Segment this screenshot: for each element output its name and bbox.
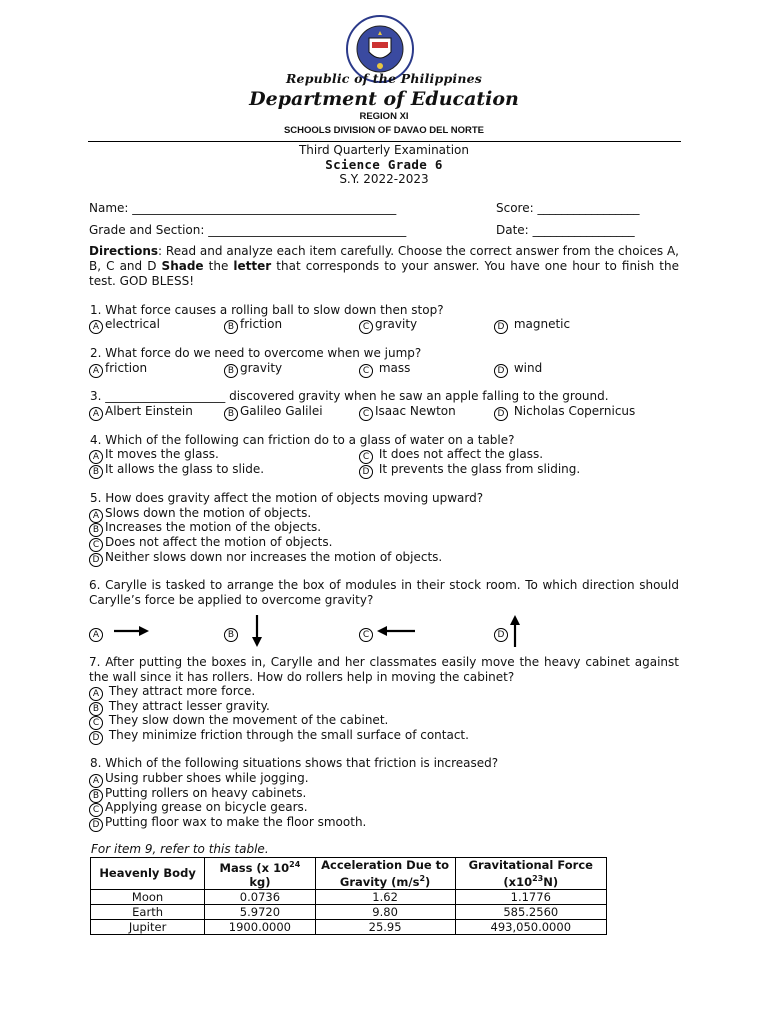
table-row: Jupiter 1900.0000 25.95 493,050.0000: [91, 919, 607, 934]
table-row: Earth 5.9720 9.80 585.2560: [91, 904, 607, 919]
choice-bubble-b[interactable]: B: [224, 364, 238, 378]
choice-bubble-d[interactable]: D: [494, 628, 508, 642]
name-line[interactable]: ____________________________________________: [132, 201, 397, 215]
choice-bubble-b[interactable]: B: [89, 523, 103, 537]
q2-option-a[interactable]: A friction: [89, 361, 147, 378]
question-3: 3. ____________________ discovered gravity when he saw an apple falling to the ground.: [90, 389, 609, 403]
choice-bubble-b[interactable]: B: [89, 702, 103, 716]
choice-bubble-b[interactable]: B: [89, 789, 103, 803]
q8-option-c[interactable]: C Applying grease on bicycle gears.: [89, 800, 308, 817]
choice-bubble-d[interactable]: D: [494, 364, 508, 378]
q3-option-b[interactable]: B Galileo Galilei: [224, 404, 323, 421]
division-heading: SCHOOLS DIVISION OF DAVAO DEL NORTE: [283, 125, 485, 136]
choice-bubble-b[interactable]: B: [224, 407, 238, 421]
choice-bubble-c[interactable]: C: [89, 716, 103, 730]
q4-option-b[interactable]: B It allows the glass to slide.: [89, 462, 264, 479]
choice-bubble-c[interactable]: C: [89, 538, 103, 552]
col-mass: Mass (x $10^{24}$ kg): [205, 858, 316, 890]
name-label: Name:: [89, 201, 129, 215]
school-year: S.Y. 2022-2023: [339, 172, 429, 186]
choice-bubble-a[interactable]: A: [89, 774, 103, 788]
col-gravitational-force: Gravitational Force $(x10^{23}N)$: [455, 858, 606, 890]
directions-label: Directions: [89, 244, 159, 258]
q8-option-d[interactable]: D Putting floor wax to make the floor smooth.: [89, 815, 366, 832]
arrow-right-icon: [112, 624, 150, 638]
col-acceleration: Acceleration Due to Gravity $(m/s^2)$: [315, 858, 455, 890]
choice-bubble-d[interactable]: D: [494, 320, 508, 334]
table-caption: For item 9, refer to this table.: [91, 842, 269, 856]
q5-option-b[interactable]: B Increases the motion of the objects.: [89, 520, 321, 537]
q4-option-a[interactable]: A It moves the glass.: [89, 447, 219, 464]
question-2: 2. What force do we need to overcome when we jump?: [90, 346, 422, 360]
choice-bubble-a[interactable]: A: [89, 628, 103, 642]
q1-option-c[interactable]: C gravity: [359, 317, 417, 334]
q4-option-c[interactable]: C It does not affect the glass.: [359, 447, 543, 464]
grade-section-line[interactable]: _________________________________: [208, 223, 407, 237]
choice-bubble-c[interactable]: C: [359, 320, 373, 334]
grade-section-field[interactable]: [89, 223, 406, 238]
department-heading: Department of Education: [249, 88, 519, 110]
q1-option-b[interactable]: B friction: [224, 317, 282, 334]
choice-bubble-d[interactable]: D: [494, 407, 508, 421]
q5-option-d[interactable]: D Neither slows down nor increases the motion of objects.: [89, 550, 442, 567]
q7-option-c[interactable]: C They slow down the movement of the cabinet.: [89, 713, 388, 730]
gravity-table: [90, 857, 607, 935]
question-7: 7. After putting the boxes in, Carylle and her classmates easily move the heavy cabinet against the wall since it has rollers. How do rollers help in moving the cabinet?: [89, 655, 679, 684]
question-1: 1. What force causes a rolling ball to slow down then stop?: [90, 303, 444, 317]
date-field[interactable]: [496, 223, 635, 238]
choice-bubble-d[interactable]: D: [89, 553, 103, 567]
q2-option-c[interactable]: C mass: [359, 361, 410, 378]
arrow-down-icon: [250, 614, 264, 648]
q1-option-d[interactable]: D magnetic: [494, 317, 570, 334]
q5-option-a[interactable]: A Slows down the motion of objects.: [89, 506, 311, 523]
choice-bubble-c[interactable]: C: [359, 364, 373, 378]
grade-section-label: Grade and Section:: [89, 223, 205, 237]
table-header-row: [91, 858, 607, 890]
question-5: 5. How does gravity affect the motion of objects moving upward?: [90, 491, 484, 505]
choice-bubble-a[interactable]: A: [89, 407, 103, 421]
arrow-up-icon: [508, 614, 522, 648]
choice-bubble-c[interactable]: C: [359, 450, 373, 464]
score-field[interactable]: [496, 201, 639, 216]
q3-option-c[interactable]: C Isaac Newton: [359, 404, 456, 421]
choice-bubble-a[interactable]: A: [89, 320, 103, 334]
q2-option-d[interactable]: D wind: [494, 361, 542, 378]
choice-bubble-b[interactable]: B: [224, 320, 238, 334]
choice-bubble-c[interactable]: C: [89, 803, 103, 817]
q7-option-d[interactable]: D They minimize friction through the small surface of contact.: [89, 728, 469, 745]
choice-bubble-a[interactable]: A: [89, 364, 103, 378]
score-label: Score:: [496, 201, 534, 215]
question-6: 6. Carylle is tasked to arrange the box of modules in their stock room. To which direction should Carylle’s force be applied to overcome gravity?: [89, 578, 679, 607]
header-divider: [88, 141, 681, 142]
date-line[interactable]: _________________: [532, 223, 635, 237]
choice-bubble-d[interactable]: D: [359, 465, 373, 479]
q3-option-a[interactable]: A Albert Einstein: [89, 404, 193, 421]
republic-heading: Republic of the Philippines: [285, 71, 483, 86]
choice-bubble-b[interactable]: B: [89, 465, 103, 479]
choice-bubble-a[interactable]: A: [89, 509, 103, 523]
choice-bubble-d[interactable]: D: [89, 818, 103, 832]
q4-option-d[interactable]: D It prevents the glass from sliding.: [359, 462, 580, 479]
q1-option-a[interactable]: A electrical: [89, 317, 160, 334]
q7-option-a[interactable]: A They attract more force.: [89, 684, 255, 701]
q2-option-b[interactable]: B gravity: [224, 361, 282, 378]
q6-option-b[interactable]: [224, 625, 240, 642]
choice-bubble-a[interactable]: A: [89, 450, 103, 464]
name-field[interactable]: [89, 201, 396, 216]
question-4: 4. Which of the following can friction do to a glass of water on a table?: [90, 433, 515, 447]
subject-title: Science Grade 6: [325, 157, 443, 172]
q6-option-c[interactable]: [359, 625, 375, 642]
q6-option-a[interactable]: [89, 625, 105, 642]
q7-option-b[interactable]: B They attract lesser gravity.: [89, 699, 270, 716]
question-8: 8. Which of the following situations shows that friction is increased?: [90, 756, 499, 770]
score-line[interactable]: _________________: [537, 201, 640, 215]
table-row: Moon 0.0736 1.62 1.1776: [91, 889, 607, 904]
q8-option-a[interactable]: A Using rubber shoes while jogging.: [89, 771, 309, 788]
arrow-left-icon: [376, 624, 416, 638]
choice-bubble-b[interactable]: B: [224, 628, 238, 642]
choice-bubble-a[interactable]: A: [89, 687, 103, 701]
choice-bubble-c[interactable]: C: [359, 628, 373, 642]
col-heavenly-body: Heavenly Body: [91, 858, 205, 890]
choice-bubble-d[interactable]: D: [89, 731, 103, 745]
directions: Directions: Read and analyze each item carefully. Choose the correct answer from the choices A, B, C and D Shade the letter that corresponds to your answer. You have one hour to finish the test. GOD BLESS!: [89, 244, 680, 288]
region-heading: REGION XI: [359, 111, 409, 122]
date-label: Date:: [496, 223, 529, 237]
q5-option-c[interactable]: C Does not affect the motion of objects.: [89, 535, 332, 552]
q8-option-b[interactable]: B Putting rollers on heavy cabinets.: [89, 786, 306, 803]
choice-bubble-c[interactable]: C: [359, 407, 373, 421]
q3-option-d[interactable]: D Nicholas Copernicus: [494, 404, 635, 421]
exam-title: Third Quarterly Examination: [298, 143, 470, 157]
